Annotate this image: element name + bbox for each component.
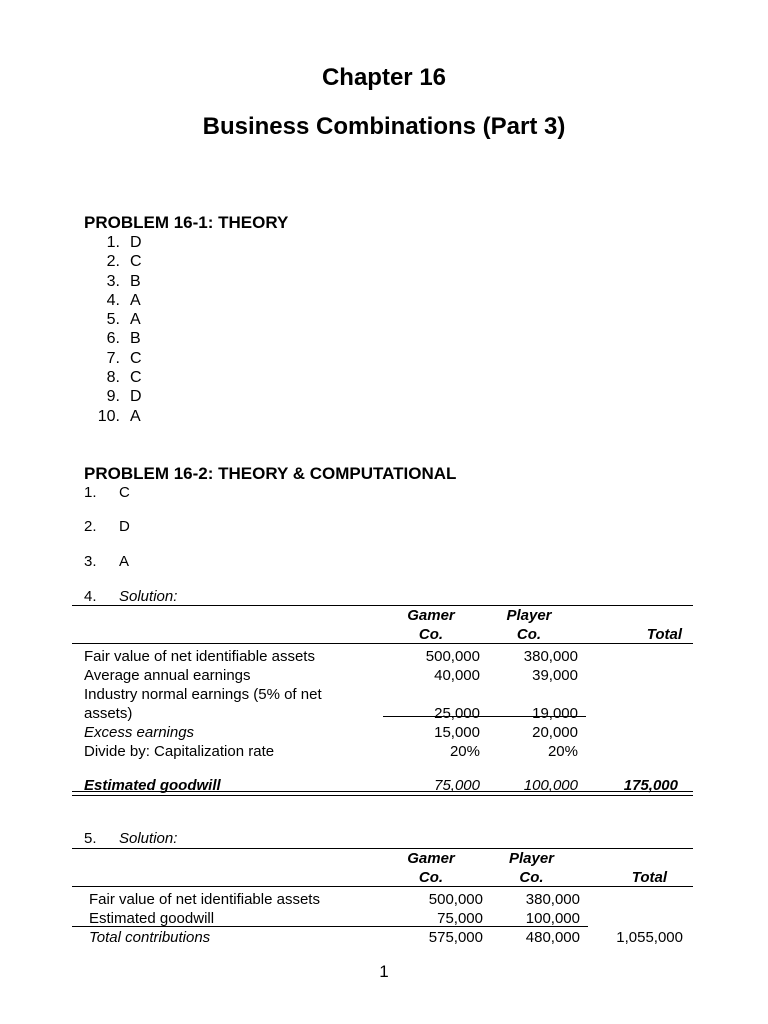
table-row: Average annual earnings 40,000 39,000: [84, 667, 578, 684]
table-row: Fair value of net identifiable assets 500,000 380,000: [89, 891, 580, 908]
list-item: 7. C: [106, 349, 142, 367]
column-header-gamer: Gamer: [407, 607, 455, 624]
list-item: 2. D: [84, 518, 130, 535]
list-item: 8. C: [106, 369, 142, 387]
list-item: 10. A: [97, 407, 141, 425]
table-row: Industry normal earnings (5% of net: [84, 686, 322, 703]
list-item: 9. D: [106, 388, 142, 406]
table-row: assets) 25,000 19,000: [84, 705, 578, 722]
problem-2-heading: PROBLEM 16-2: THEORY & COMPUTATIONAL: [84, 464, 457, 483]
item-4-label: 4. Solution:: [84, 588, 178, 605]
table-row: Fair value of net identifiable assets 500,000 380,000: [84, 648, 578, 665]
divider: [72, 791, 693, 792]
table-row: Excess earnings 15,000 20,000: [84, 724, 578, 741]
column-header-player: Player: [506, 607, 552, 624]
column-header-player: Player: [508, 850, 555, 867]
list-item: 6. B: [106, 330, 141, 348]
divider: [72, 643, 693, 644]
problem-1-answer-list: [88, 233, 142, 426]
table-row: Estimated goodwill 75,000 100,000: [89, 910, 580, 927]
table-header-row: Co. Co. Total: [84, 625, 686, 644]
list-item: 3. A: [84, 553, 130, 570]
goodwill-table: [84, 606, 686, 795]
column-header-total: Total: [646, 626, 682, 643]
column-header-total: Total: [631, 869, 667, 886]
list-item: 2. C: [106, 253, 142, 271]
contributions-table: [89, 849, 683, 947]
table-row: Estimated goodwill 75,000 100,000 175,000: [84, 777, 678, 794]
problem-1-heading: PROBLEM 16-1: THEORY: [84, 213, 289, 232]
divider: [72, 926, 588, 927]
item-5-label: 5. Solution:: [84, 830, 178, 847]
divider: [72, 886, 693, 887]
list-item: 1. C: [84, 484, 130, 501]
table-header-row: [89, 849, 683, 868]
table-header-row: [84, 606, 686, 625]
list-item: 5. A: [106, 311, 141, 329]
column-header-gamer: Gamer: [407, 850, 455, 867]
divider: [383, 716, 586, 717]
table-header-row: Co. Co. Total: [89, 868, 683, 887]
list-item: 3. B: [106, 272, 141, 290]
table-row: Divide by: Capitalization rate 20% 20%: [84, 743, 578, 760]
chapter-title: Chapter 16: [321, 64, 447, 91]
list-item: 1. D: [106, 234, 142, 251]
divider: [72, 795, 693, 796]
table-row: Total contributions 575,000 480,000 1,055,000: [89, 929, 683, 946]
page-number: 1: [379, 962, 389, 981]
document-title: Business Combinations (Part 3): [202, 113, 566, 140]
list-item: 4. A: [106, 291, 141, 309]
